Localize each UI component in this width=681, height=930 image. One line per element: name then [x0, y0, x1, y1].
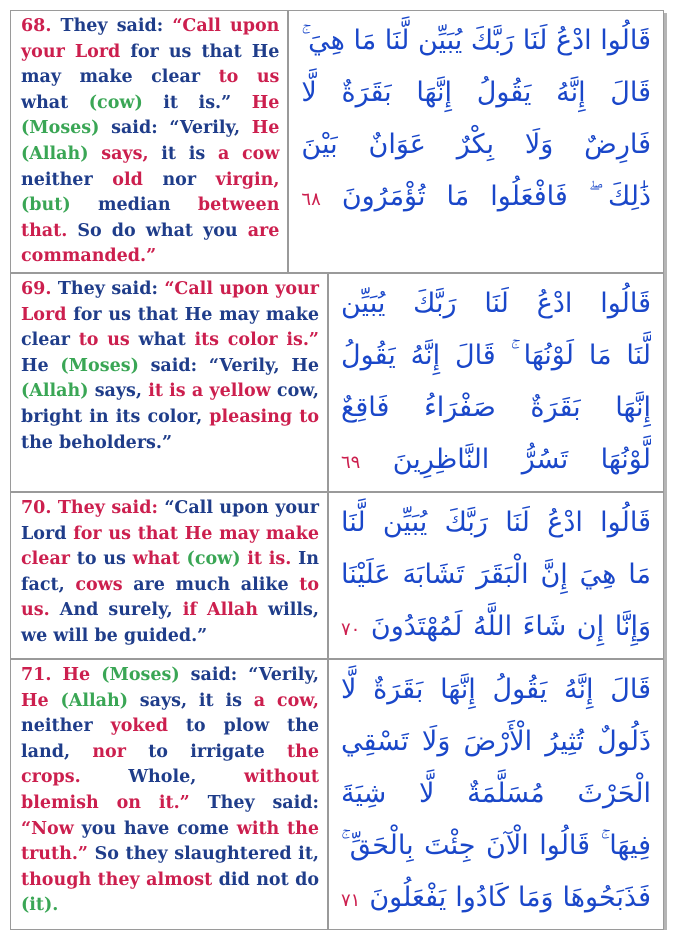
translation-segment: (but)	[21, 195, 71, 216]
arabic-line	[341, 549, 651, 601]
translation-segment: They said:	[189, 792, 319, 813]
translation-segment: In fact,	[21, 549, 319, 595]
english-translation	[11, 11, 289, 272]
translation-segment: are commanded.”	[21, 220, 280, 267]
translation-segment: it is.	[240, 549, 292, 570]
translation-segment: They said:	[51, 278, 165, 299]
arabic-line	[301, 67, 651, 119]
translation-segment: And surely,	[49, 600, 183, 621]
translation-segment	[180, 549, 187, 569]
ayah-end-marker: ٧١	[341, 889, 361, 911]
ayah-end-marker: ٦٨	[301, 189, 321, 210]
arabic-line-text: قَالَ إِنَّهُ يَقُولُ إِنَّهَا بَقَرَةٌ لَّا	[301, 77, 651, 108]
verse-row	[11, 274, 663, 493]
translation-segment: He	[21, 355, 61, 376]
arabic-line	[341, 872, 651, 927]
translation-segment: it is	[161, 143, 218, 164]
verse-number: 71.	[21, 664, 52, 685]
translation-segment: to irrigate	[125, 741, 288, 762]
arabic-text	[329, 493, 663, 658]
translation-segment: said: “Verily,	[179, 664, 319, 685]
arabic-line-text: لَّوْنُهَا تَسُرُّ النَّاظِرِينَ	[392, 443, 651, 475]
translation-segment: virgin,	[215, 169, 280, 190]
translation-segment: wills, we will be guided.”	[21, 600, 319, 646]
verse-table	[10, 10, 664, 930]
translation-segment: median	[70, 195, 198, 216]
translation-segment: its color is.”	[194, 330, 319, 351]
translation-segment: “Call upon your Lord	[21, 16, 280, 62]
translation-segment: to us	[78, 330, 130, 351]
translation-segment: it is.”	[142, 92, 252, 113]
english-translation	[11, 274, 329, 491]
arabic-text	[329, 660, 663, 929]
translation-segment: He	[251, 118, 280, 139]
translation-segment: the crops.	[21, 741, 319, 788]
translation-segment: with the truth.”	[21, 818, 319, 865]
translation-segment: (Moses)	[60, 355, 139, 376]
arabic-line	[301, 171, 651, 226]
arabic-line	[341, 278, 651, 330]
arabic-line-text: فَذَبَحُوهَا وَمَا كَادُوا يَفْعَلُونَ	[369, 881, 651, 913]
arabic-line-text: فِيهَا ۚ قَالُوا الْآنَ جِئْتَ بِالْحَقِّ ۚ	[341, 829, 651, 861]
translation-segment: said: “Verily, He	[138, 355, 319, 376]
translation-segment: cows	[75, 574, 123, 595]
translation-segment: (cow)	[88, 92, 143, 113]
english-translation	[11, 660, 329, 929]
translation-segment: (Moses)	[101, 664, 180, 685]
translation-segment: you have come	[73, 818, 237, 839]
arabic-text	[289, 11, 663, 272]
translation-segment: without blemish on it.”	[21, 767, 319, 813]
arabic-line	[341, 497, 651, 549]
translation-segment: says,	[88, 143, 162, 164]
translation-segment: it is a yellow	[148, 381, 271, 402]
translation-segment: (Allah)	[60, 690, 128, 711]
english-translation	[11, 493, 329, 658]
ayah-end-marker: ٧٠	[341, 618, 361, 640]
translation-segment: to us	[218, 67, 280, 88]
translation-segment: that.	[21, 220, 68, 241]
arabic-line-text: فَارِضٌ وَلَا بِكْرٌ عَوَانٌ بَيْنَ	[301, 129, 651, 160]
translation-segment: “Now	[21, 818, 74, 839]
arabic-line-text: إِنَّهَا بَقَرَةٌ صَفْرَاءُ فَاقِعٌ	[341, 391, 651, 423]
translation-segment: (Moses)	[21, 118, 100, 139]
arabic-line	[301, 15, 651, 67]
translation-segment: Whole,	[80, 767, 244, 788]
translation-segment: He	[51, 664, 102, 685]
translation-segment: though they almost	[21, 869, 213, 890]
translation-segment: old	[112, 169, 143, 190]
translation-segment: make clear	[21, 523, 319, 570]
translation-segment: are much alike	[122, 574, 300, 595]
arabic-line	[341, 382, 651, 434]
verse-row	[11, 11, 663, 274]
translation-segment: He	[251, 92, 280, 113]
translation-segment: to plow the land,	[21, 716, 319, 762]
translation-segment: They said:	[51, 497, 165, 518]
arabic-line	[341, 820, 651, 872]
translation-segment: to us.	[21, 574, 320, 621]
arabic-line-text: قَالُوا ادْعُ لَنَا رَبَّكَ يُبَيِّن لَّنَا مَا هِيَ ۚ	[301, 25, 651, 56]
translation-segment: a cow	[217, 143, 280, 164]
arabic-line	[301, 119, 651, 171]
arabic-line-text: مَا هِيَ إِنَّ الْبَقَرَ تَشَابَهَ عَلَيْنَا	[341, 558, 651, 590]
ayah-end-marker: ٦٩	[341, 451, 361, 473]
arabic-line	[341, 330, 651, 382]
arabic-line	[341, 601, 651, 656]
translation-segment: yoked	[110, 716, 168, 737]
translation-segment: to us	[70, 549, 133, 570]
translation-segment: says,	[88, 381, 149, 402]
translation-segment: (cow)	[186, 549, 241, 570]
arabic-line-text: قَالَ إِنَّهُ يَقُولُ إِنَّهَا بَقَرَةٌ لَّا	[341, 673, 651, 705]
translation-segment: says, it is	[127, 690, 254, 711]
arabic-line	[341, 768, 651, 820]
arabic-line-text: لَّنَا مَا لَوْنُهَا ۚ قَالَ إِنَّهُ يَقُولُ	[341, 339, 651, 371]
translation-segment: They said:	[51, 16, 173, 36]
page	[10, 10, 664, 930]
translation-segment: what	[129, 330, 195, 351]
translation-segment: So they slaughtered it,	[88, 844, 319, 865]
translation-segment: (it).	[21, 895, 59, 916]
verse-number: 69.	[21, 278, 52, 299]
translation-segment: “Call upon your Lord	[21, 497, 319, 544]
translation-segment: (Allah)	[21, 381, 89, 402]
translation-segment: between	[197, 195, 280, 216]
translation-segment: So do what you	[67, 220, 248, 241]
translation-segment: a cow,	[253, 690, 319, 711]
translation-segment: cow, bright in its color,	[21, 381, 319, 427]
translation-segment: pleasing to	[209, 406, 319, 427]
arabic-line-text: قَالُوا ادْعُ لَنَا رَبَّكَ يُبَيِّن	[341, 287, 651, 319]
arabic-line-text: قَالُوا ادْعُ لَنَا رَبَّكَ يُبَيِّن لَّنَا	[341, 506, 651, 538]
translation-segment: neither	[21, 716, 111, 737]
translation-segment: nor	[142, 169, 216, 190]
verse-number: 68.	[21, 16, 52, 36]
translation-segment: said: “Verily,	[99, 118, 252, 139]
translation-segment: for us that He may make clear	[21, 41, 280, 88]
arabic-line	[341, 434, 651, 489]
arabic-line	[341, 716, 651, 768]
translation-segment: nor	[92, 741, 126, 762]
translation-segment: (Allah)	[21, 143, 89, 164]
translation-segment: He	[21, 690, 49, 711]
arabic-line	[341, 664, 651, 716]
translation-segment: the beholders.”	[21, 432, 173, 453]
arabic-line-text: ذَٰلِكَ ۖ فَافْعَلُوا مَا تُؤْمَرُونَ	[341, 181, 651, 212]
translation-segment: for us that He may	[66, 523, 266, 544]
arabic-text	[329, 274, 663, 491]
translation-segment: did not do	[212, 869, 319, 890]
verse-number: 70.	[21, 497, 52, 518]
translation-segment: what	[21, 92, 89, 113]
translation-segment: what	[132, 549, 180, 570]
translation-segment: if Allah	[182, 600, 258, 621]
translation-segment: for us that He may make clear	[21, 304, 319, 351]
arabic-line-text: الْحَرْثَ مُسَلَّمَةٌ لَّا شِيَةَ	[341, 777, 651, 809]
translation-segment: neither	[21, 169, 113, 190]
translation-segment: “Call upon your Lord	[21, 278, 319, 325]
arabic-line-text: وَإِنَّا إِن شَاءَ اللَّهُ لَمُهْتَدُونَ	[370, 610, 651, 642]
arabic-line-text: ذَلُولٌ تُثِيرُ الْأَرْضَ وَلَا تَسْقِي	[341, 725, 651, 757]
verse-row	[11, 660, 663, 929]
translation-segment	[49, 691, 61, 711]
verse-row	[11, 493, 663, 660]
